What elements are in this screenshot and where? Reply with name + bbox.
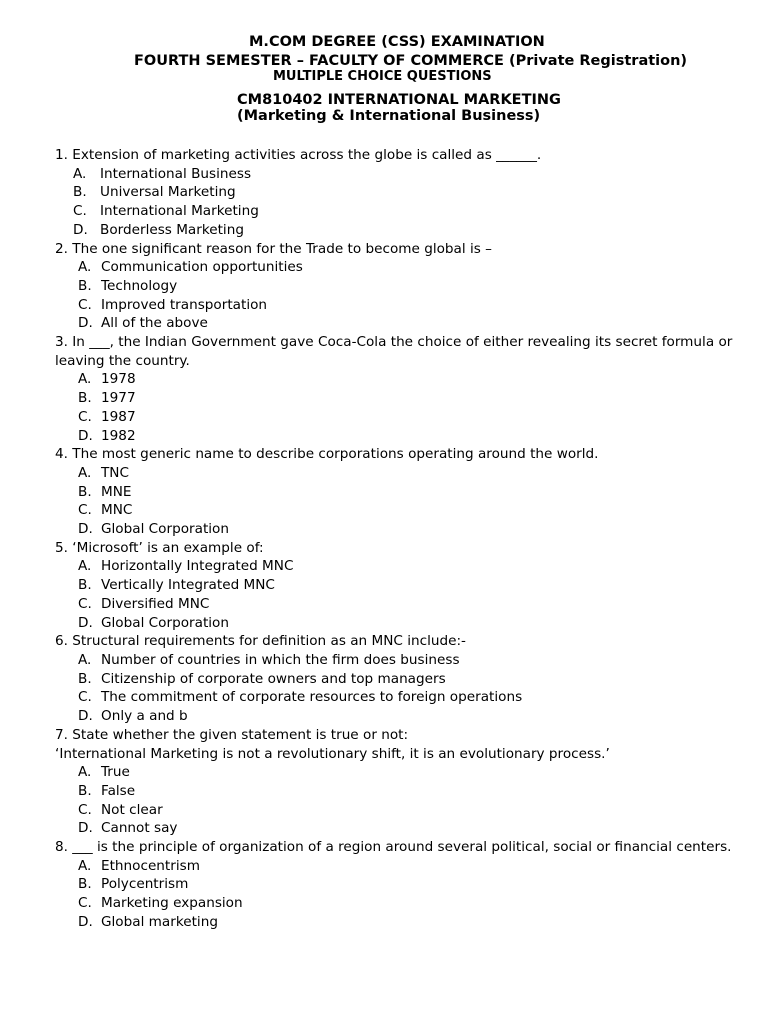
option-text: Universal Marketing (100, 184, 236, 201)
option-letter: A. (78, 651, 92, 668)
question-1 (55, 146, 767, 240)
option-text: TNC (101, 464, 129, 481)
option-a (78, 258, 767, 277)
option-letter: C. (78, 502, 92, 519)
question-text: 8. ___ is the principle of organization of a region around several political, social or financial centers. (55, 839, 732, 856)
option-d (78, 707, 767, 726)
option-text: 1987 (101, 408, 136, 425)
option-letter: D. (78, 315, 93, 332)
option-letter: D. (78, 820, 93, 837)
question-8 (55, 838, 767, 932)
option-letter: C. (78, 895, 92, 912)
question-7 (55, 726, 767, 838)
option-letter: A. (78, 464, 92, 481)
option-c (78, 688, 767, 707)
option-text: Number of countries in which the firm does business (101, 651, 460, 668)
option-c (78, 801, 767, 820)
option-d (73, 221, 767, 240)
option-a (73, 165, 767, 184)
course-code-title: CM810402 INTERNATIONAL MARKETING (237, 92, 561, 108)
option-letter: D. (78, 913, 93, 930)
question-text: 3. In ___, the Indian Government gave Coca-Cola the choice of either revealing its secret formula or leaving the country. (55, 334, 733, 369)
option-text: Horizontally Integrated MNC (101, 558, 294, 575)
option-letter: C. (73, 203, 87, 220)
option-a (78, 557, 767, 576)
option-text: Technology (101, 277, 178, 294)
question-3 (55, 333, 767, 445)
options-list (55, 557, 767, 632)
option-letter: D. (73, 221, 88, 238)
option-c (73, 202, 767, 221)
option-c (78, 894, 767, 913)
option-letter: B. (78, 782, 92, 799)
option-text: Citizenship of corporate owners and top managers (101, 670, 446, 687)
semester-line: FOURTH SEMESTER – FACULTY OF COMMERCE (Private Registration) (134, 53, 688, 69)
course-subtitle: (Marketing & International Business) (237, 108, 541, 124)
option-text: Cannot say (101, 820, 178, 837)
question-6 (55, 632, 767, 726)
option-text: Improved transportation (101, 296, 268, 313)
option-letter: B. (73, 184, 87, 201)
option-letter: B. (78, 577, 92, 594)
option-letter: A. (78, 371, 92, 388)
option-text: 1978 (101, 371, 136, 388)
option-a (78, 464, 767, 483)
options-list (55, 258, 767, 333)
options-list (55, 165, 767, 240)
option-b (78, 277, 767, 296)
option-d (78, 520, 767, 539)
option-letter: A. (78, 764, 92, 781)
option-b (78, 389, 767, 408)
option-text: 1977 (101, 390, 136, 407)
option-b (78, 483, 767, 502)
option-text: Diversified MNC (101, 595, 210, 612)
option-text: Not clear (101, 801, 163, 818)
option-text: International Business (100, 165, 252, 182)
option-d (78, 427, 767, 446)
option-a (78, 651, 767, 670)
option-text: False (101, 782, 136, 799)
mcq-heading: MULTIPLE CHOICE QUESTIONS (273, 69, 492, 84)
option-d (78, 819, 767, 838)
option-d (78, 314, 767, 333)
option-text: Global Corporation (101, 521, 229, 538)
option-text: Global Corporation (101, 614, 229, 631)
options-list (55, 857, 767, 932)
options-list (55, 464, 767, 539)
options-list (55, 651, 767, 726)
option-letter: A. (73, 165, 87, 182)
question-text: 7. State whether the given statement is true or not: (55, 726, 409, 743)
option-b (73, 183, 767, 202)
question-5 (55, 539, 767, 633)
option-letter: C. (78, 595, 92, 612)
option-a (78, 763, 767, 782)
option-text: 1982 (101, 427, 136, 444)
question-text: 6. Structural requirements for definition as an MNC include:- (55, 633, 466, 650)
option-letter: C. (78, 689, 92, 706)
option-text: Ethnocentrism (101, 857, 200, 874)
option-letter: B. (78, 277, 92, 294)
option-c (78, 296, 767, 315)
option-d (78, 614, 767, 633)
option-letter: D. (78, 521, 93, 538)
option-text: Only a and b (101, 708, 188, 725)
option-text: MNE (101, 483, 132, 500)
option-letter: D. (78, 614, 93, 631)
option-c (78, 595, 767, 614)
option-c (78, 408, 767, 427)
option-c (78, 501, 767, 520)
option-d (78, 913, 767, 932)
option-text: Vertically Integrated MNC (101, 577, 275, 594)
question-2 (55, 240, 767, 334)
option-text: Global marketing (101, 913, 218, 930)
option-letter: B. (78, 876, 92, 893)
option-letter: D. (78, 708, 93, 725)
option-a (78, 370, 767, 389)
question-text: 2. The one significant reason for the Trade to become global is – (55, 240, 492, 257)
question-statement: ‘International Marketing is not a revolutionary shift, it is an evolutionary process.’ (55, 745, 610, 762)
option-letter: C. (78, 296, 92, 313)
question-text: 4. The most generic name to describe corporations operating around the world. (55, 446, 599, 463)
option-letter: A. (78, 558, 92, 575)
question-text: 5. ‘Microsoft’ is an example of: (55, 539, 264, 556)
option-letter: D. (78, 427, 93, 444)
option-text: MNC (101, 502, 133, 519)
option-letter: A. (78, 857, 92, 874)
options-list (55, 370, 767, 445)
option-text: Borderless Marketing (100, 221, 244, 238)
exam-title: M.COM DEGREE (CSS) EXAMINATION (249, 34, 545, 50)
option-letter: B. (78, 390, 92, 407)
option-b (78, 782, 767, 801)
question-text: 1. Extension of marketing activities across the globe is called as ______. (55, 147, 542, 163)
option-letter: B. (78, 483, 92, 500)
option-letter: B. (78, 670, 92, 687)
option-letter: A. (78, 259, 92, 276)
option-text: All of the above (101, 315, 208, 332)
option-text: True (101, 764, 130, 781)
option-letter: C. (78, 801, 92, 818)
option-text: Polycentrism (101, 876, 189, 893)
question-list (55, 146, 767, 932)
option-b (78, 670, 767, 689)
option-text: The commitment of corporate resources to foreign operations (101, 689, 523, 706)
option-b (78, 576, 767, 595)
option-b (78, 875, 767, 894)
option-text: Marketing expansion (101, 895, 243, 912)
option-text: Communication opportunities (101, 259, 303, 276)
option-letter: C. (78, 408, 92, 425)
question-4 (55, 445, 767, 539)
option-text: International Marketing (100, 203, 259, 220)
options-list (55, 763, 767, 838)
option-a (78, 857, 767, 876)
